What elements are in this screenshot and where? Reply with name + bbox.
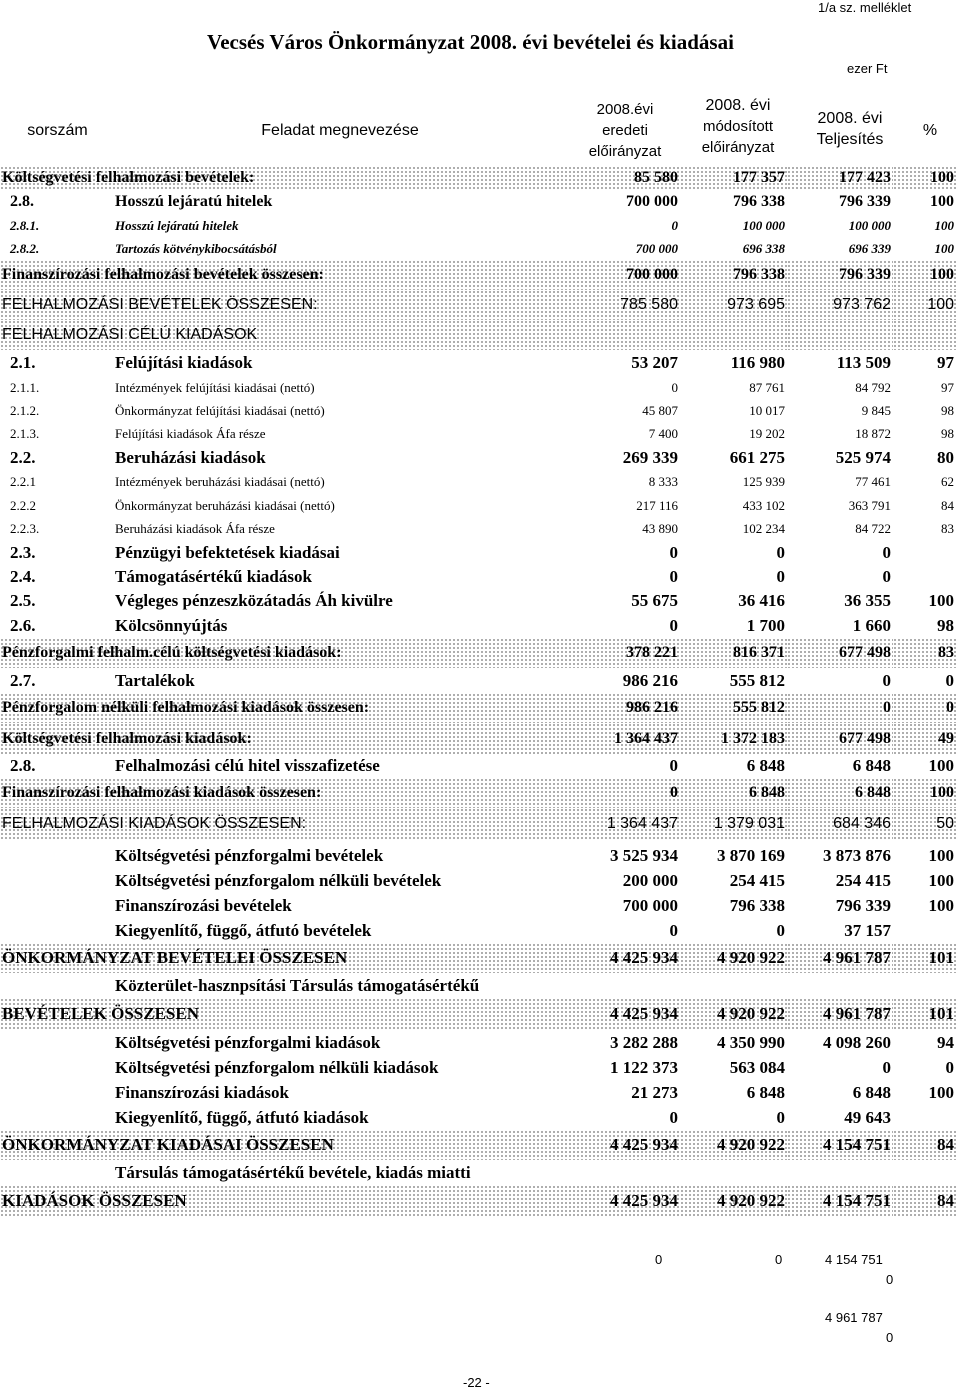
original-value: 0 (669, 567, 678, 586)
table-row (0, 943, 956, 973)
percent-value: 97 (937, 353, 954, 372)
modified-value: 696 338 (742, 240, 785, 256)
row-code: 2.2.3. (10, 521, 40, 536)
percent-value: 100 (893, 166, 956, 190)
original-value: 4 425 934 (568, 1185, 680, 1217)
table-row (0, 260, 956, 290)
original-value: 3 282 288 (610, 1032, 678, 1052)
table-row (0, 693, 956, 723)
table-row (0, 237, 956, 260)
actual-value (787, 973, 893, 998)
modified-value: 1 379 031 (680, 808, 787, 840)
row-label: BEVÉTELEK ÖSSZESEN (0, 998, 568, 1030)
table-row (0, 973, 956, 998)
row-label: Kiegyenlítő, függő, átfutó kiadások (115, 1107, 369, 1127)
row-code: 2.5. (10, 591, 36, 610)
summary-table (0, 843, 956, 1217)
original-value: 1 364 437 (568, 808, 680, 840)
row-label: Közterület-hasznpsítási Társulás támogatásértékű (115, 975, 480, 995)
table-row (0, 1055, 956, 1080)
table-row (0, 1105, 956, 1130)
actual-value: 3 873 876 (823, 845, 891, 865)
percent-value: 97 (941, 379, 954, 395)
original-value: 700 000 (635, 240, 678, 256)
modified-value: 4 920 922 (680, 1130, 787, 1160)
row-code: 2.7. (10, 670, 36, 690)
actual-value: 6 848 (852, 1082, 891, 1102)
row-code (0, 893, 113, 918)
original-value: 8 333 (648, 474, 678, 489)
footer-value-6: 0 (886, 1330, 894, 1345)
actual-value: 973 762 (787, 290, 893, 320)
percent-value (893, 918, 956, 943)
row-label: KIADÁSOK ÖSSZESEN (0, 1185, 568, 1217)
modified-value: 0 (776, 1107, 785, 1127)
actual-value: 177 423 (787, 166, 893, 190)
table-row (0, 166, 956, 190)
row-label: Hosszú lejáratú hitelek (115, 193, 273, 210)
row-code (0, 1160, 113, 1185)
modified-value: 116 980 (730, 353, 785, 372)
table-row (0, 723, 956, 754)
table-row (0, 638, 956, 668)
row-label: FELHALMOZÁSI CÉLÚ KIADÁSOK (0, 320, 568, 350)
original-value: 0 (568, 778, 680, 808)
actual-value: 4 098 260 (823, 1032, 891, 1052)
row-label: Önkormányzat felújítási kiadásai (nettó) (115, 402, 325, 418)
percent-value: 84 (893, 1130, 956, 1160)
actual-value: 18 872 (855, 425, 891, 441)
percent-value: 100 (928, 870, 954, 890)
row-label: Költségvetési pénzforgalom nélküli bevételek (115, 870, 442, 890)
row-code: 2.3. (10, 543, 36, 562)
actual-value: 37 157 (844, 920, 891, 940)
row-code (0, 1055, 113, 1080)
original-value: 85 580 (568, 166, 680, 190)
modified-value: 555 812 (680, 693, 787, 723)
row-code (0, 973, 113, 998)
percent-value: 83 (941, 521, 954, 536)
row-label: Kölcsönnyújtás (115, 615, 228, 635)
modified-value: 125 939 (742, 474, 785, 489)
modified-value: 796 338 (733, 193, 785, 210)
actual-value: 6 848 (787, 778, 893, 808)
original-value: 217 116 (636, 497, 678, 513)
modified-value: 1 372 183 (680, 723, 787, 754)
col-header-name: Feladat megnevezése (261, 122, 419, 139)
modified-value: 4 920 922 (680, 943, 787, 973)
row-code: 2.2.1 (10, 474, 36, 489)
capital-table (0, 166, 956, 840)
modified-value: 36 416 (738, 591, 785, 610)
actual-value (787, 320, 893, 350)
percent-value: 84 (941, 497, 954, 513)
table-row (0, 320, 956, 350)
modified-value: 10 017 (749, 402, 785, 418)
row-label: Finanszírozási bevételek (115, 895, 292, 915)
row-code: 2.8. (10, 193, 34, 210)
modified-value: 6 848 (746, 1082, 785, 1102)
row-code: 2.8. (10, 756, 36, 775)
percent-value: 100 (934, 240, 954, 256)
percent-value (893, 541, 956, 565)
actual-value: 254 415 (835, 870, 891, 890)
percent-value: 101 (893, 998, 956, 1030)
table-row (0, 778, 956, 808)
annex-label: 1/a sz. melléklet (818, 0, 912, 15)
percent-value: 100 (928, 895, 954, 915)
actual-value: 4 961 787 (787, 943, 893, 973)
table-row (0, 1130, 956, 1160)
actual-value: 4 154 751 (787, 1185, 893, 1217)
table-row (0, 290, 956, 320)
original-value: 1 364 437 (568, 723, 680, 754)
modified-value: 0 (776, 920, 785, 940)
percent-value: 84 (893, 1185, 956, 1217)
table-row (0, 754, 956, 778)
table-row (0, 1080, 956, 1105)
page-number: -22 - (463, 1375, 490, 1390)
row-label: Intézmények felújítási kiadásai (nettó) (115, 379, 315, 395)
original-value (568, 1160, 680, 1185)
percent-value: 98 (937, 615, 954, 635)
table-row (0, 541, 956, 565)
actual-value: 796 339 (839, 193, 891, 210)
original-value: 269 339 (622, 447, 678, 467)
row-label: Költségvetési felhalmozási bevételek: (0, 166, 568, 190)
row-label: Pénzforgalmi felhalm.célú költségvetési kiadások: (0, 638, 568, 668)
original-value: 55 675 (631, 591, 678, 610)
table-row (0, 376, 956, 399)
original-value: 3 525 934 (610, 845, 678, 865)
row-label: ÖNKORMÁNYZAT BEVÉTELEI ÖSSZESEN (0, 943, 568, 973)
original-value: 53 207 (631, 353, 678, 372)
page-title: Vecsés Város Önkormányzat 2008. évi bevételei és kiadásai (207, 30, 734, 54)
actual-value: 363 791 (848, 497, 891, 513)
row-label: FELHALMOZÁSI BEVÉTELEK ÖSSZESEN: (0, 290, 568, 320)
percent-value: 100 (928, 756, 954, 775)
row-label: Hosszú lejáratú hitelek (115, 217, 239, 233)
original-value: 700 000 (568, 260, 680, 290)
row-label: Költségvetési felhalmozási kiadások: (0, 723, 568, 754)
actual-value: 796 339 (787, 260, 893, 290)
row-label: Beruházási kiadások Áfa része (115, 521, 275, 536)
modified-value: 661 275 (729, 447, 785, 467)
actual-value: 36 355 (844, 591, 891, 610)
row-code: 2.4. (10, 567, 36, 586)
table-row (0, 214, 956, 237)
row-label: Végleges pénzeszközátadás Áh kivülre (115, 591, 393, 610)
actual-value: 84 792 (855, 379, 891, 395)
original-value: 45 807 (642, 402, 678, 418)
percent-value: 98 (941, 402, 954, 418)
modified-value: 87 761 (749, 379, 785, 395)
original-value: 378 221 (568, 638, 680, 668)
original-value: 7 400 (648, 425, 678, 441)
row-label: Felújítási kiadások Áfa része (115, 425, 266, 441)
modified-value: 796 338 (729, 895, 785, 915)
actual-value: 0 (882, 543, 891, 562)
actual-value: 77 461 (855, 474, 891, 489)
actual-value (787, 1160, 893, 1185)
modified-value: 6 848 (746, 756, 785, 775)
original-value: 0 (669, 920, 678, 940)
modified-value: 19 202 (749, 425, 785, 441)
row-code: 2.1.2. (10, 402, 40, 418)
percent-value: 100 (893, 290, 956, 320)
row-label: Költségvetési pénzforgalmi kiadások (115, 1032, 381, 1052)
modified-value: 177 357 (680, 166, 787, 190)
row-label: FELHALMOZÁSI KIADÁSOK ÖSSZESEN: (0, 808, 568, 840)
percent-value: 0 (945, 1057, 954, 1077)
original-value: 4 425 934 (568, 1130, 680, 1160)
row-code: 2.6. (10, 615, 36, 635)
modified-value: 796 338 (680, 260, 787, 290)
col-header-orig: 2008.évi eredeti előirányzat (588, 101, 662, 160)
original-value: 1 122 373 (610, 1057, 678, 1077)
percent-value: 100 (893, 260, 956, 290)
original-value: 700 000 (622, 895, 678, 915)
percent-value: 98 (941, 425, 954, 441)
percent-value: 0 (893, 693, 956, 723)
table-row (0, 350, 956, 376)
row-label: Pénzügyi befektetések kiadásai (115, 543, 340, 562)
modified-value: 816 371 (680, 638, 787, 668)
actual-value: 49 643 (844, 1107, 891, 1127)
percent-value: 100 (930, 193, 954, 210)
original-value: 986 216 (622, 670, 678, 690)
row-label: Költségvetési pénzforgalmi bevételek (115, 845, 384, 865)
percent-value: 83 (893, 638, 956, 668)
actual-value: 525 974 (835, 447, 891, 467)
table-row (0, 399, 956, 422)
row-code (0, 1080, 113, 1105)
original-value: 43 890 (642, 521, 678, 536)
actual-value: 0 (882, 670, 891, 690)
original-value: 21 273 (631, 1082, 678, 1102)
modified-value: 563 084 (729, 1057, 785, 1077)
footer-value-1: 0 (655, 1252, 663, 1267)
footer-value-3: 4 154 751 (825, 1252, 883, 1267)
original-value: 200 000 (622, 870, 678, 890)
row-label: Kiegyenlítő, függő, átfutó bevételek (115, 920, 372, 940)
table-row (0, 613, 956, 638)
actual-value: 4 961 787 (787, 998, 893, 1030)
actual-value: 0 (787, 693, 893, 723)
modified-value: 102 234 (742, 521, 785, 536)
actual-value: 796 339 (835, 895, 891, 915)
original-value: 0 (669, 1107, 678, 1127)
col-header-perf: 2008. évi Teljesítés (816, 110, 884, 148)
row-code: 2.1.3. (10, 425, 40, 441)
original-value: 0 (669, 756, 678, 775)
row-label: ÖNKORMÁNYZAT KIADÁSAI ÖSSZESEN (0, 1130, 568, 1160)
row-label: Támogatásértékű kiadások (115, 567, 312, 586)
modified-value: 4 920 922 (680, 1185, 787, 1217)
modified-value: 433 102 (742, 497, 785, 513)
table-row (0, 808, 956, 840)
row-label: Felhalmozási célú hitel visszafizetése (115, 756, 380, 775)
actual-value: 84 722 (855, 521, 891, 536)
percent-value: 100 (928, 591, 954, 610)
original-value: 0 (669, 615, 678, 635)
original-value: 986 216 (568, 693, 680, 723)
percent-value (893, 1160, 956, 1185)
modified-value: 973 695 (680, 290, 787, 320)
percent-value: 80 (937, 447, 954, 467)
table-row (0, 565, 956, 589)
modified-value: 4 350 990 (717, 1032, 785, 1052)
row-label: Önkormányzat beruházási kiadásai (nettó) (115, 497, 335, 513)
row-code: 2.2.2 (10, 497, 36, 513)
original-value: 0 (671, 379, 678, 395)
row-code (0, 1105, 113, 1130)
percent-value: 101 (893, 943, 956, 973)
actual-value: 677 498 (787, 723, 893, 754)
row-label: Tartozás kötvénykibocsátásból (115, 240, 277, 256)
actual-value: 677 498 (787, 638, 893, 668)
percent-value: 94 (937, 1032, 954, 1052)
modified-value: 6 848 (680, 778, 787, 808)
table-row (0, 517, 956, 541)
modified-value: 555 812 (729, 670, 785, 690)
col-header-code: sorszám (27, 122, 88, 139)
row-label: Pénzforgalom nélküli felhalmozási kiadások összesen: (0, 693, 568, 723)
row-code (0, 868, 113, 893)
row-label: Tartalékok (115, 670, 195, 690)
table-row (0, 1160, 956, 1185)
table-row (0, 190, 956, 214)
modified-value: 254 415 (729, 870, 785, 890)
table-row (0, 1185, 956, 1217)
modified-value (680, 973, 787, 998)
table-row (0, 998, 956, 1030)
modified-value: 100 000 (742, 217, 785, 233)
row-code: 2.2. (10, 447, 36, 467)
original-value: 4 425 934 (568, 943, 680, 973)
row-label: Finanszírozási felhalmozási kiadások összesen: (0, 778, 568, 808)
table-row (0, 668, 956, 693)
row-label: Beruházási kiadások (115, 447, 266, 467)
row-label: Társulás támogatásértékű bevétele, kiadás miatti (115, 1162, 471, 1182)
modified-value (680, 320, 787, 350)
percent-value: 100 (928, 1082, 954, 1102)
actual-value: 6 848 (852, 756, 891, 775)
original-value: 785 580 (568, 290, 680, 320)
modified-value: 3 870 169 (717, 845, 785, 865)
footer-value-4: 0 (886, 1272, 894, 1287)
table-row (0, 918, 956, 943)
footer-value-5: 4 961 787 (825, 1310, 883, 1325)
actual-value: 0 (882, 567, 891, 586)
actual-value: 9 845 (861, 402, 891, 418)
table-row (0, 470, 956, 494)
row-code: 2.8.1. (10, 217, 40, 233)
modified-value (680, 1160, 787, 1185)
actual-value: 4 154 751 (787, 1130, 893, 1160)
col-header-pct: % (922, 122, 938, 139)
row-label: Intézmények beruházási kiadásai (nettó) (115, 474, 325, 489)
row-label: Finanszírozási felhalmozási bevételek összesen: (0, 260, 568, 290)
table-row (0, 843, 956, 868)
percent-value: 100 (893, 778, 956, 808)
original-value: 4 425 934 (568, 998, 680, 1030)
row-code: 2.8.2. (10, 240, 40, 256)
original-value (568, 973, 680, 998)
row-label: Felújítási kiadások (115, 353, 253, 372)
original-value: 700 000 (626, 193, 678, 210)
percent-value: 62 (941, 474, 954, 489)
row-code (0, 843, 113, 868)
row-code: 2.1.1. (10, 379, 40, 395)
row-code (0, 918, 113, 943)
original-value: 0 (669, 543, 678, 562)
table-row (0, 494, 956, 517)
footer-value-2: 0 (775, 1252, 783, 1267)
modified-value: 0 (776, 543, 785, 562)
table-row (0, 1030, 956, 1055)
table-row (0, 893, 956, 918)
percent-value: 50 (893, 808, 956, 840)
original-value (568, 320, 680, 350)
percent-value (893, 565, 956, 589)
percent-value: 49 (893, 723, 956, 754)
percent-value: 100 (934, 217, 954, 233)
percent-value (893, 320, 956, 350)
actual-value: 113 509 (836, 353, 891, 372)
row-label: Költségvetési pénzforgalom nélküli kiadások (115, 1057, 439, 1077)
table-row (0, 868, 956, 893)
table-row (0, 422, 956, 445)
percent-value (893, 1105, 956, 1130)
actual-value: 696 339 (848, 240, 891, 256)
modified-value: 1 700 (746, 615, 785, 635)
modified-value: 4 920 922 (680, 998, 787, 1030)
unit-label: ezer Ft (847, 61, 888, 76)
row-label: Finanszírozási kiadások (115, 1082, 289, 1102)
actual-value: 100 000 (848, 217, 891, 233)
actual-value: 684 346 (787, 808, 893, 840)
percent-value (893, 973, 956, 998)
percent-value: 100 (928, 845, 954, 865)
table-row (0, 589, 956, 613)
percent-value: 0 (945, 670, 954, 690)
modified-value: 0 (776, 567, 785, 586)
col-header-mod: 2008. évi módosított előirányzat (701, 97, 775, 156)
row-code (0, 1030, 113, 1055)
table-row (0, 445, 956, 470)
actual-value: 0 (882, 1057, 891, 1077)
original-value: 0 (671, 217, 678, 233)
row-code: 2.1. (10, 353, 36, 372)
actual-value: 1 660 (852, 615, 891, 635)
